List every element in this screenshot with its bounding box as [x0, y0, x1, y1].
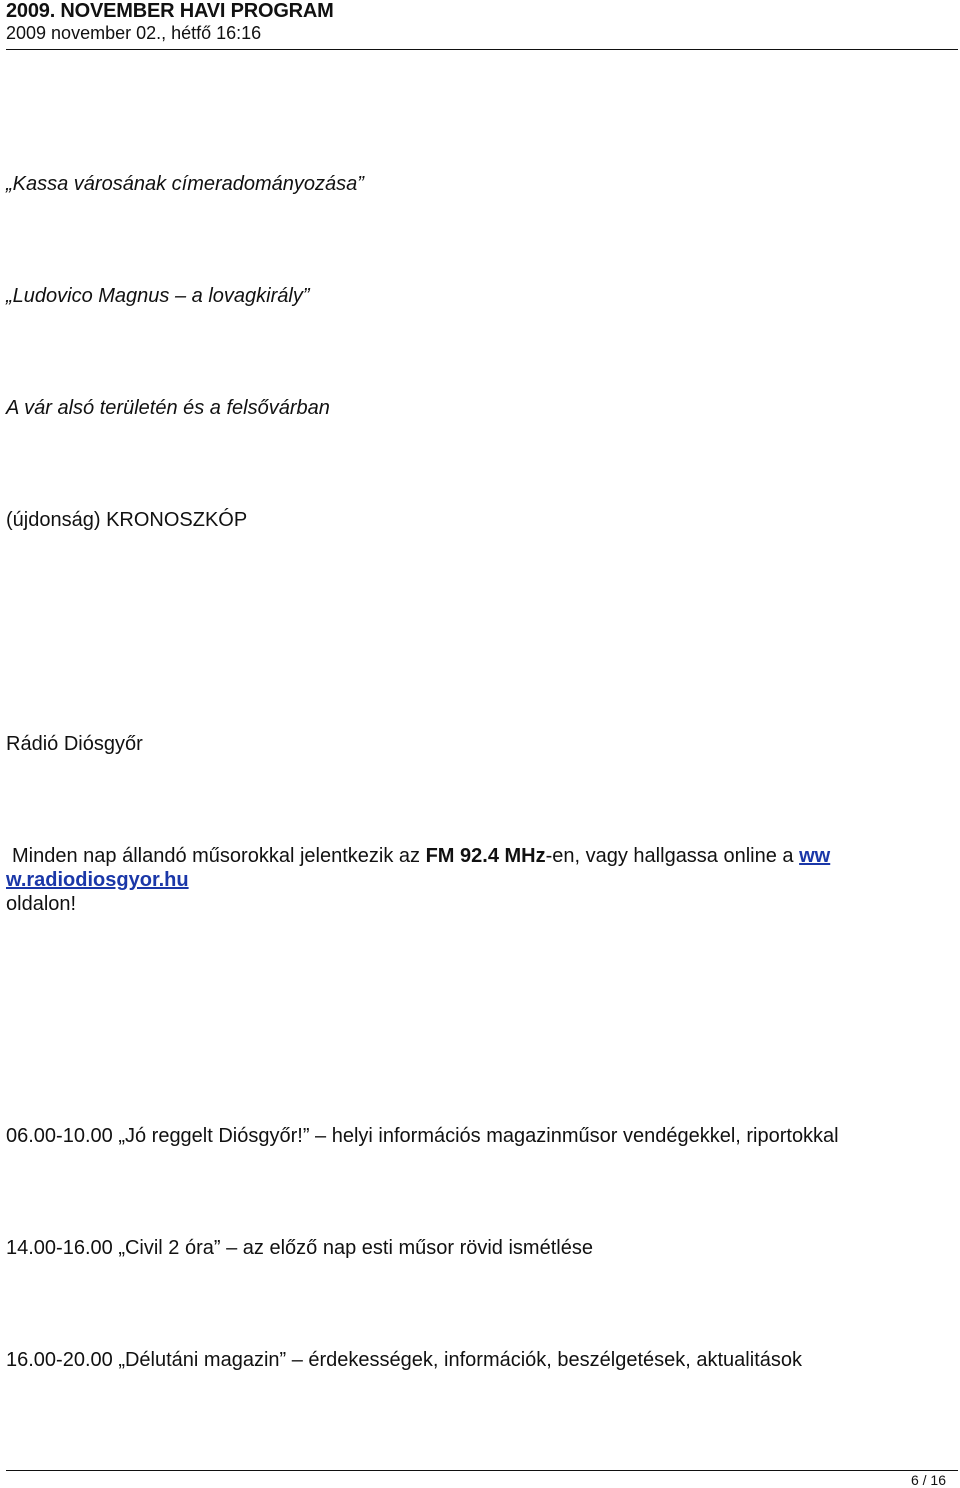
- schedule-item: 16.00-20.00 „Délutáni magazin” – érdekességek, információk, beszélgetések, aktualitások: [6, 1349, 802, 1371]
- kronoszkop-name: KRONOSZKÓP: [106, 509, 248, 531]
- document-title: 2009. NOVEMBER HAVI PROGRAM: [6, 0, 334, 22]
- document-date: 2009 november 02., hétfő 16:16: [6, 23, 262, 43]
- schedule-item: 14.00-16.00 „Civil 2 óra” – az előző nap esti műsor rövid ismétlése: [6, 1237, 593, 1259]
- program-kronoszkop: [6, 508, 247, 532]
- radio-text-end: oldalon!: [6, 893, 77, 915]
- radio-text-2: -en, vagy hallgassa online a: [545, 845, 800, 867]
- radio-text-1: Minden nap állandó műsorokkal jelentkezik az: [12, 845, 426, 867]
- radio-description: [12, 844, 830, 868]
- schedule-item: 06.00-10.00 „Jó reggelt Diósgyőr!” – helyi információs magazinműsor vendégekkel, riportokkal: [6, 1125, 839, 1147]
- radio-title: Rádió Diósgyőr: [6, 733, 143, 755]
- kronoszkop-prefix: (újdonság): [6, 509, 107, 531]
- program-ludovico: „Ludovico Magnus – a lovagkirály”: [6, 285, 310, 307]
- program-kassa: „Kassa városának címeradományozása”: [6, 173, 364, 195]
- radio-frequency: FM 92.4 MHz: [425, 845, 546, 867]
- page-number: 6 / 16: [910, 1472, 946, 1488]
- radio-link-part-2[interactable]: w.radiodiosgyor.hu: [6, 869, 189, 891]
- program-var-location: A vár alsó területén és a felsővárban: [6, 397, 330, 419]
- header-divider: [6, 49, 958, 50]
- footer-divider: [6, 1470, 958, 1471]
- radio-link-part-1[interactable]: ww: [799, 845, 831, 867]
